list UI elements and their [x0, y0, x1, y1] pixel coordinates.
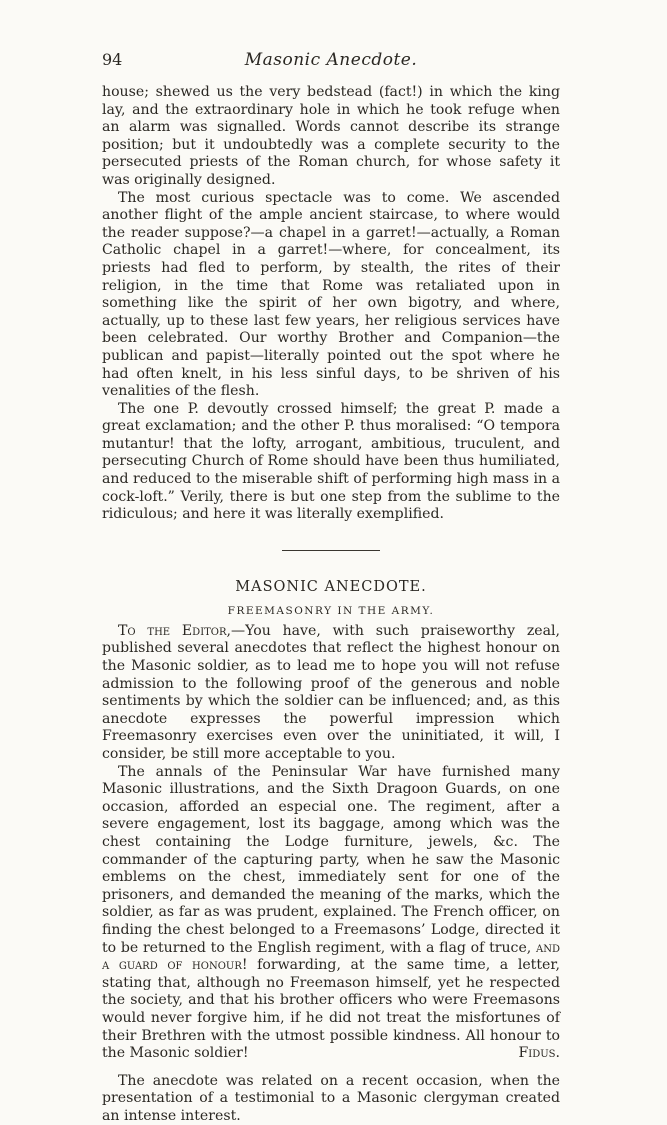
letter-intro-text: —You have, with such praiseworthy zeal, published several anecdotes that reflect the highest honour on the Masonic soldier, as to lead me to hope you will not refuse admission to the following proof of the generous and noble sentiments by which the soldier can be influenced; and, as this anecdote expresses the powerful impression which Freemasonry exercises even over the uninitiated, it will, I consider, be still more acceptable to you. — [102, 622, 560, 762]
paragraph-hiding-hole: house; shewed us the very bedstead (fact!) in which the king lay, and the extraordinary hole in which he took refuge when an alarm was signalled. Words cannot describe its strange position; but it undoubtedly was a complete security to the persecuted priests of the Roman church, for whose safety it was originally designed. — [102, 84, 560, 188]
paragraph-testimonial: The anecdote was related on a recent occasion, when the presentation of a testimonial to a Masonic clergyman created an intense interest. — [102, 1072, 560, 1124]
section-divider — [282, 550, 380, 551]
paragraph-garret-chapel: The most curious spectacle was to come. We ascended another flight of the ample ancient staircase, to where would the reader suppose?—a chapel in a garret!—actually, a Roman Catholic chapel in a garret!—where, for concealment, its priests had fled to perform, by stealth, the rites of their religion, in the time that Rome was retaliated upon in something like the spirit of her own bigotry, and where, actually, up to these last few years, her religious services have been celebrated. Our worthy Brother and Companion—the publican and papist—literally pointed out the spot where he had often knelt, in his less sinful days, to be shriven of his venalities of the flesh. — [102, 189, 560, 400]
paragraph-gap — [102, 1063, 560, 1073]
running-head: Masonic Anecdote. — [244, 50, 418, 70]
article-title: MASONIC ANECDOTE. — [235, 578, 427, 595]
page-number: 94 — [102, 50, 123, 69]
paragraph-peninsular-war — [102, 764, 560, 1063]
salutation: To the Editor, — [118, 622, 232, 639]
page-header — [102, 50, 560, 74]
page-body — [102, 84, 560, 1125]
article-subtitle: FREEMASONRY IN THE ARMY. — [227, 604, 435, 617]
peninsular-text-b: forwarding, at the same time, a letter, stating that, although no Freemason himself, yet he respected the society, and that his brother officers who were Freemasons would never forgive him, if he did not treat the misfortunes of their Brethren with the utmost possible kindness. All honour to the Masonic soldier! — [102, 957, 561, 1062]
guard-of-honour-caps: and a guard of honour! — [102, 939, 560, 974]
peninsular-text-a: The annals of the Peninsular War have furnished many Masonic illustrations, and the Sixth Dragoon Guards, on one occasion, afforded an especial one. The regiment, after a severe engagement, lost its baggage, among which was the chest containing the Lodge furniture, jewels, &c. The commander of the capturing party, when he saw the Masonic emblems on the chest, immediately sent for one of the prisoners, and demanded the meaning of the marks, which the soldier, as far as was prudent, explained. The French officer, on finding the chest belonged to a Freemasons’ Lodge, directed it to be returned to the English regiment, with a flag of truce, — [102, 763, 560, 956]
paragraph-moral: The one P. devoutly crossed himself; the great P. made a great exclamation; and the other P. thus moralised: “O tempora mutantur! that the lofty, arrogant, ambitious, truculent, and persecuting Church of Rome should have been thus humiliated, and reduced to the miserable shift of performing high mass in a cock-loft.” Verily, there is but one step from the sublime to the ridiculous; and here it was literally exemplified. — [102, 400, 560, 523]
signature: Fidus. — [518, 1045, 560, 1062]
paragraph-letter-intro — [102, 623, 560, 764]
